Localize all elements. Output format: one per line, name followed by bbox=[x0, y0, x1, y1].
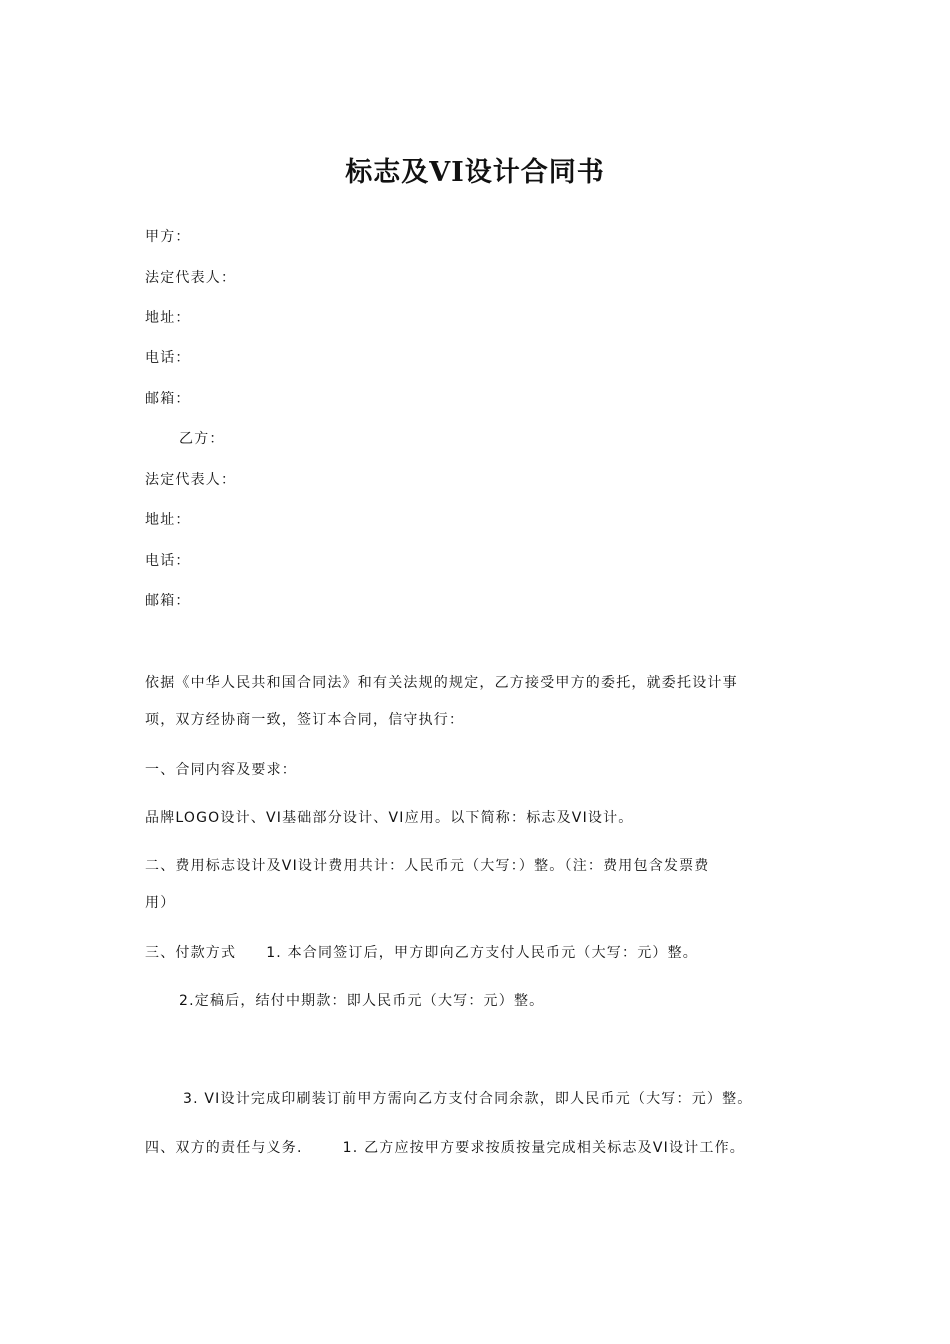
party-b-phone-label: 电话： bbox=[145, 553, 191, 569]
section3-heading: 三、付款方式 bbox=[145, 945, 237, 961]
party-b-name-label: 乙方： bbox=[179, 431, 225, 447]
section3-item-2: 2.定稿后，结付中期款：即人民币元（大写：元）整。 bbox=[179, 993, 545, 1009]
party-b-email-label: 邮箱： bbox=[145, 593, 191, 609]
section2-line-2: 用） bbox=[145, 895, 176, 911]
party-a-name-label: 甲方： bbox=[145, 229, 191, 245]
party-b-address-label: 地址： bbox=[145, 512, 191, 528]
party-b-representative-label: 法定代表人： bbox=[145, 472, 237, 488]
section1-heading: 一、合同内容及要求： bbox=[145, 762, 297, 778]
section4-heading: 四、双方的责任与义务. bbox=[145, 1140, 303, 1156]
section1-content: 品牌LOGO设计、VI基础部分设计、VI应用。以下简称：标志及VI设计。 bbox=[145, 810, 634, 826]
preamble-line-1: 依据《中华人民共和国合同法》和有关法规的规定，乙方接受甲方的委托，就委托设计事 bbox=[145, 675, 738, 691]
preamble-line-2: 项，双方经协商一致，签订本合同，信守执行： bbox=[145, 712, 465, 728]
document-title: 标志及VI设计合同书 bbox=[345, 157, 605, 188]
section3-item-3: 3. VI设计完成印刷装订前甲方需向乙方支付合同余款，即人民币元（大写：元）整。 bbox=[183, 1091, 753, 1107]
party-a-address-label: 地址： bbox=[145, 310, 191, 326]
section2-line-1: 二、费用标志设计及VI设计费用共计：人民币元（大写：）整。（注：费用包含发票费 bbox=[145, 858, 710, 874]
party-a-phone-label: 电话： bbox=[145, 350, 191, 366]
section4-row bbox=[145, 1138, 745, 1158]
section3-row bbox=[145, 943, 698, 963]
party-a-representative-label: 法定代表人： bbox=[145, 270, 237, 286]
party-a-email-label: 邮箱： bbox=[145, 391, 191, 407]
section4-item-1: 1. 乙方应按甲方要求按质按量完成相关标志及VI设计工作。 bbox=[342, 1140, 745, 1156]
section3-item-1: 1. 本合同签订后，甲方即向乙方支付人民币元（大写：元）整。 bbox=[266, 945, 699, 961]
